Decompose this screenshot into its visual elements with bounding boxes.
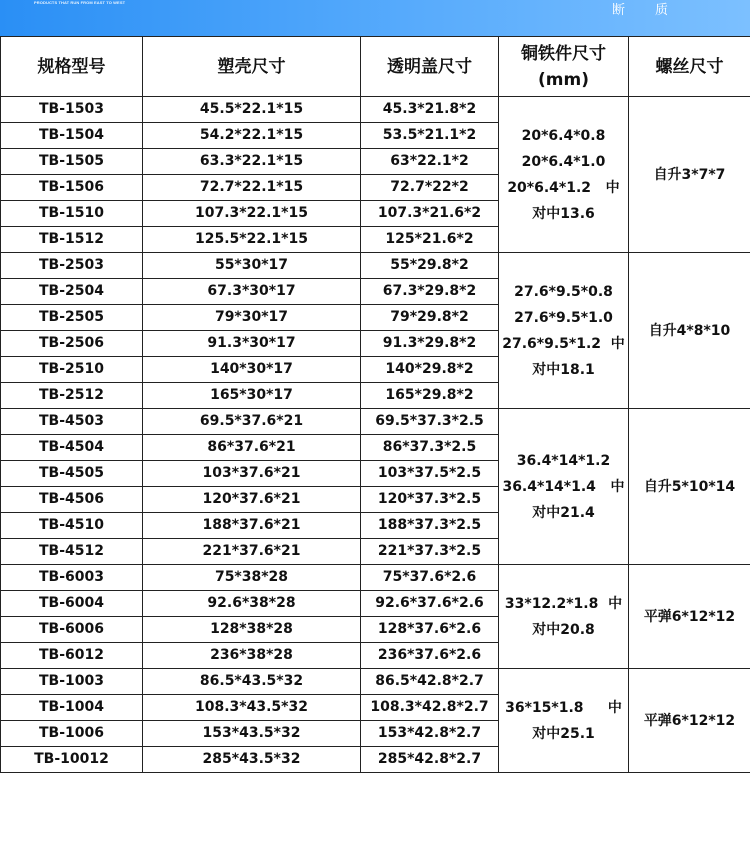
top-banner [0,0,750,36]
cell-cover-size: 165*29.8*2 [361,383,499,409]
cell-model: TB-10012 [1,747,143,773]
table-row [1,565,750,591]
copper-size-line: 27.6*9.5*1.2 中 [502,335,625,352]
cell-cover-size: 63*22.1*2 [361,149,499,175]
cell-model: TB-4512 [1,539,143,565]
header-copper-size-label: (mm) [538,69,589,90]
cell-cover-size: 108.3*42.8*2.7 [361,695,499,721]
cell-shell-size: 86*37.6*21 [143,435,361,461]
cell-copper-size [499,409,629,565]
header-screw-size-label: 螺丝尺寸 [655,56,724,77]
cell-cover-size: 140*29.8*2 [361,357,499,383]
banner-title: 断质 [612,3,699,18]
cell-shell-size: 140*30*17 [143,357,361,383]
cell-shell-size: 69.5*37.6*21 [143,409,361,435]
cell-cover-size: 53.5*21.1*2 [361,123,499,149]
copper-size-line: 20*6.4*1.0 [521,153,606,170]
cell-screw-size: 平弹6*12*12 [629,669,750,773]
cell-model: TB-6004 [1,591,143,617]
cell-shell-size: 221*37.6*21 [143,539,361,565]
cell-shell-size: 103*37.6*21 [143,461,361,487]
cell-model: TB-2505 [1,305,143,331]
cell-shell-size: 285*43.5*32 [143,747,361,773]
header-cover-size [361,37,499,97]
cell-model: TB-6012 [1,643,143,669]
cell-cover-size: 153*42.8*2.7 [361,721,499,747]
cell-copper-size [499,97,629,253]
cell-cover-size: 103*37.5*2.5 [361,461,499,487]
cell-screw-size: 自升3*7*7 [629,97,750,253]
cell-shell-size: 79*30*17 [143,305,361,331]
cell-copper-size [499,253,629,409]
table-body [1,97,750,773]
cell-cover-size: 69.5*37.3*2.5 [361,409,499,435]
cell-model: TB-2504 [1,279,143,305]
copper-size-line: 33*12.2*1.8 中 [504,595,623,612]
cell-shell-size: 72.7*22.1*15 [143,175,361,201]
header-shell-size [143,37,361,97]
copper-size-line: 36.4*14*1.4 中 [502,478,625,495]
cell-shell-size: 125.5*22.1*15 [143,227,361,253]
banner-tagline: PRODUCTS THAT RUN FROM EAST TO WEST [34,0,126,5]
header-shell-size-label: 塑壳尺寸 [217,56,286,77]
header-screw-size [629,37,750,97]
cell-model: TB-6006 [1,617,143,643]
cell-model: TB-1505 [1,149,143,175]
cell-model: TB-6003 [1,565,143,591]
cell-screw-size: 自升5*10*14 [629,409,750,565]
cell-cover-size: 221*37.3*2.5 [361,539,499,565]
cell-model: TB-2512 [1,383,143,409]
cell-cover-size: 67.3*29.8*2 [361,279,499,305]
copper-size-line: 对中18.1 [532,361,595,378]
cell-cover-size: 45.3*21.8*2 [361,97,499,123]
cell-cover-size: 79*29.8*2 [361,305,499,331]
cell-shell-size: 55*30*17 [143,253,361,279]
cell-model: TB-1003 [1,669,143,695]
cell-shell-size: 236*38*28 [143,643,361,669]
cell-cover-size: 128*37.6*2.6 [361,617,499,643]
cell-model: TB-2506 [1,331,143,357]
cell-model: TB-1506 [1,175,143,201]
cell-model: TB-4506 [1,487,143,513]
table-row [1,97,750,123]
header-copper-size-label: 铜铁件尺寸 [521,43,606,64]
copper-size-line: 36*15*1.8 中 [505,699,622,716]
spec-table [0,36,750,773]
cell-shell-size: 92.6*38*28 [143,591,361,617]
copper-size-line: 对中13.6 [532,205,595,222]
copper-size-line: 对中21.4 [532,504,595,521]
cell-shell-size: 86.5*43.5*32 [143,669,361,695]
header-cover-size-label: 透明盖尺寸 [387,56,472,77]
cell-model: TB-4504 [1,435,143,461]
cell-cover-size: 55*29.8*2 [361,253,499,279]
cell-cover-size: 107.3*21.6*2 [361,201,499,227]
cell-cover-size: 285*42.8*2.7 [361,747,499,773]
cell-shell-size: 153*43.5*32 [143,721,361,747]
cell-cover-size: 86.5*42.8*2.7 [361,669,499,695]
copper-size-line: 对中20.8 [532,621,595,638]
copper-size-line: 36.4*14*1.2 [516,452,611,469]
cell-shell-size: 91.3*30*17 [143,331,361,357]
cell-screw-size: 平弹6*12*12 [629,565,750,669]
cell-shell-size: 54.2*22.1*15 [143,123,361,149]
cell-cover-size: 86*37.3*2.5 [361,435,499,461]
cell-cover-size: 92.6*37.6*2.6 [361,591,499,617]
cell-model: TB-1503 [1,97,143,123]
cell-shell-size: 108.3*43.5*32 [143,695,361,721]
copper-size-line: 20*6.4*0.8 [521,127,606,144]
cell-model: TB-2510 [1,357,143,383]
table-row [1,253,750,279]
cell-cover-size: 125*21.6*2 [361,227,499,253]
cell-cover-size: 75*37.6*2.6 [361,565,499,591]
copper-size-line: 27.6*9.5*1.0 [514,309,613,326]
copper-size-line: 20*6.4*1.2 中 [507,179,620,196]
cell-model: TB-4505 [1,461,143,487]
table-header-row [1,37,750,97]
cell-model: TB-4503 [1,409,143,435]
cell-cover-size: 188*37.3*2.5 [361,513,499,539]
cell-shell-size: 107.3*22.1*15 [143,201,361,227]
cell-cover-size: 120*37.3*2.5 [361,487,499,513]
cell-shell-size: 75*38*28 [143,565,361,591]
cell-shell-size: 63.3*22.1*15 [143,149,361,175]
header-copper-size [499,37,629,97]
cell-model: TB-1510 [1,201,143,227]
cell-cover-size: 91.3*29.8*2 [361,331,499,357]
cell-cover-size: 72.7*22*2 [361,175,499,201]
cell-shell-size: 165*30*17 [143,383,361,409]
cell-model: TB-1512 [1,227,143,253]
cell-copper-size [499,669,629,773]
cell-model: TB-1504 [1,123,143,149]
cell-screw-size: 自升4*8*10 [629,253,750,409]
copper-size-line: 27.6*9.5*0.8 [514,283,613,300]
cell-copper-size [499,565,629,669]
cell-shell-size: 188*37.6*21 [143,513,361,539]
header-model-label: 规格型号 [37,56,106,77]
cell-shell-size: 67.3*30*17 [143,279,361,305]
copper-size-line: 对中25.1 [532,725,595,742]
cell-shell-size: 45.5*22.1*15 [143,97,361,123]
cell-cover-size: 236*37.6*2.6 [361,643,499,669]
cell-model: TB-4510 [1,513,143,539]
cell-model: TB-1006 [1,721,143,747]
cell-shell-size: 128*38*28 [143,617,361,643]
table-row [1,669,750,695]
cell-model: TB-1004 [1,695,143,721]
cell-model: TB-2503 [1,253,143,279]
header-model [1,37,143,97]
table-row [1,409,750,435]
cell-shell-size: 120*37.6*21 [143,487,361,513]
